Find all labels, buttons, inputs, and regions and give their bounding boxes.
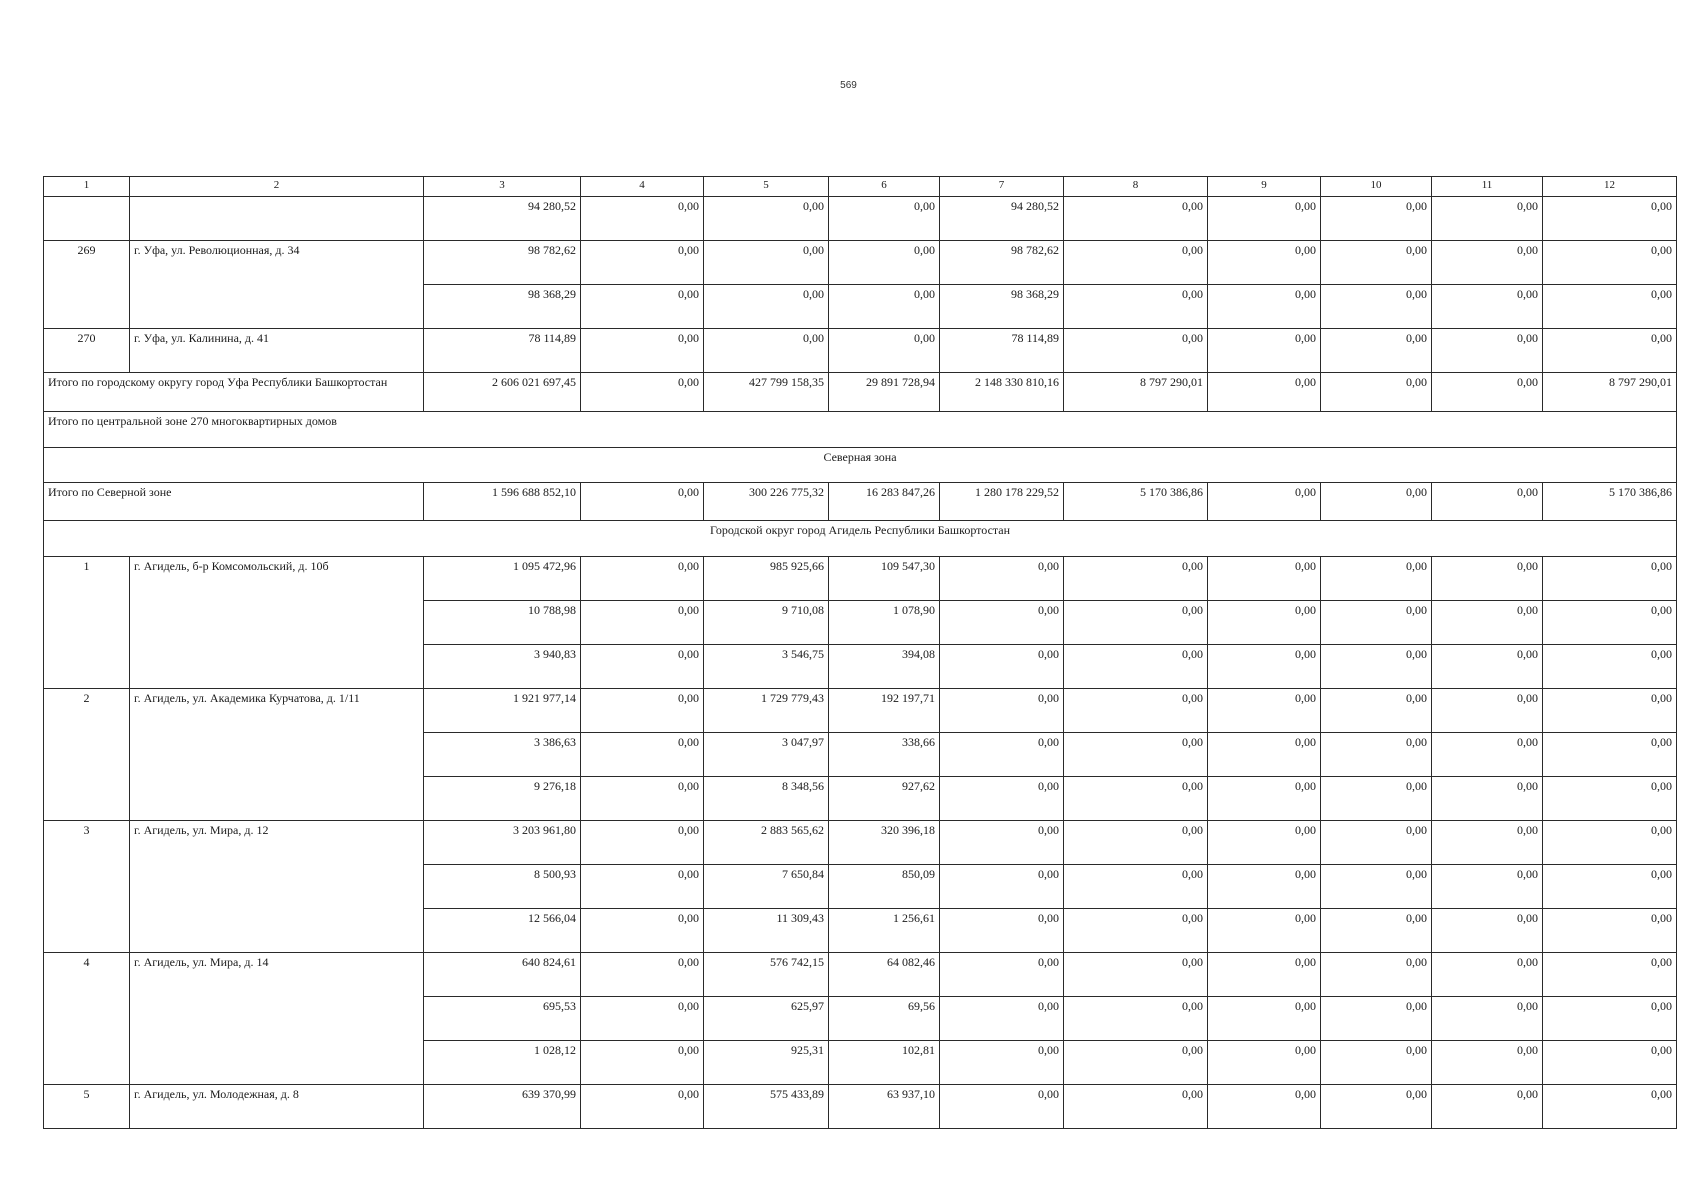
amount-cell: 0,00 bbox=[1432, 645, 1543, 689]
amount-cell: 0,00 bbox=[704, 329, 829, 373]
amount-cell: 0,00 bbox=[1432, 373, 1543, 412]
address: г. Агидель, ул. Мира, д. 14 bbox=[130, 953, 424, 1085]
amount-cell: 0,00 bbox=[940, 953, 1064, 997]
column-header: 2 bbox=[130, 177, 424, 197]
amount-cell: 0,00 bbox=[1432, 997, 1543, 1041]
amount-cell: 0,00 bbox=[1543, 865, 1677, 909]
amount-cell: 0,00 bbox=[581, 197, 704, 241]
column-header: 4 bbox=[581, 177, 704, 197]
city-title-row bbox=[44, 521, 1677, 557]
amount-cell: 109 547,30 bbox=[829, 557, 940, 601]
amount-cell: 925,31 bbox=[704, 1041, 829, 1085]
amount-cell: 0,00 bbox=[1208, 285, 1321, 329]
total-north-label: Итого по Северной зоне bbox=[44, 483, 424, 521]
north-zone-row bbox=[44, 448, 1677, 483]
amount-cell: 16 283 847,26 bbox=[829, 483, 940, 521]
amount-cell: 0,00 bbox=[581, 285, 704, 329]
row-number: 270 bbox=[44, 329, 130, 373]
amount-cell: 640 824,61 bbox=[424, 953, 581, 997]
amount-cell: 0,00 bbox=[1543, 689, 1677, 733]
total-ufa-label: Итого по городскому округу город Уфа Республики Башкортостан bbox=[44, 373, 424, 412]
amount-cell: 3 203 961,80 bbox=[424, 821, 581, 865]
row-number bbox=[44, 197, 130, 241]
amount-cell: 0,00 bbox=[1543, 1085, 1677, 1129]
amount-cell: 695,53 bbox=[424, 997, 581, 1041]
amount-cell: 0,00 bbox=[1208, 1041, 1321, 1085]
amount-cell: 0,00 bbox=[1543, 909, 1677, 953]
amount-cell: 0,00 bbox=[1064, 733, 1208, 777]
amount-cell: 1 095 472,96 bbox=[424, 557, 581, 601]
amount-cell: 0,00 bbox=[581, 953, 704, 997]
amount-cell: 0,00 bbox=[1432, 1085, 1543, 1129]
row-number: 5 bbox=[44, 1085, 130, 1129]
amount-cell: 639 370,99 bbox=[424, 1085, 581, 1129]
table-row bbox=[44, 197, 1677, 241]
amount-cell: 0,00 bbox=[829, 197, 940, 241]
amount-cell: 985 925,66 bbox=[704, 557, 829, 601]
amount-cell: 0,00 bbox=[1208, 197, 1321, 241]
address: г. Уфа, ул. Калинина, д. 41 bbox=[130, 329, 424, 373]
amount-cell: 0,00 bbox=[940, 1041, 1064, 1085]
amount-cell: 0,00 bbox=[940, 733, 1064, 777]
table-row bbox=[44, 953, 1677, 997]
amount-cell: 427 799 158,35 bbox=[704, 373, 829, 412]
table-row bbox=[44, 329, 1677, 373]
amount-cell: 0,00 bbox=[1543, 241, 1677, 285]
amount-cell: 0,00 bbox=[581, 733, 704, 777]
amount-cell: 7 650,84 bbox=[704, 865, 829, 909]
amount-cell: 0,00 bbox=[829, 241, 940, 285]
amount-cell: 0,00 bbox=[940, 601, 1064, 645]
table-row bbox=[44, 821, 1677, 865]
amount-cell: 29 891 728,94 bbox=[829, 373, 940, 412]
amount-cell: 0,00 bbox=[1208, 865, 1321, 909]
amount-cell: 0,00 bbox=[1208, 241, 1321, 285]
amount-cell: 0,00 bbox=[1543, 285, 1677, 329]
amount-cell: 0,00 bbox=[581, 865, 704, 909]
amount-cell: 0,00 bbox=[940, 557, 1064, 601]
amount-cell: 0,00 bbox=[581, 1085, 704, 1129]
amount-cell: 0,00 bbox=[1321, 1041, 1432, 1085]
amount-cell: 0,00 bbox=[1543, 557, 1677, 601]
column-header: 10 bbox=[1321, 177, 1432, 197]
table-row bbox=[44, 689, 1677, 733]
amount-cell: 0,00 bbox=[1432, 777, 1543, 821]
amount-cell: 94 280,52 bbox=[424, 197, 581, 241]
amount-cell: 0,00 bbox=[1208, 483, 1321, 521]
amount-cell: 3 546,75 bbox=[704, 645, 829, 689]
amount-cell: 0,00 bbox=[581, 557, 704, 601]
amount-cell: 0,00 bbox=[1208, 909, 1321, 953]
amount-cell: 0,00 bbox=[1064, 1041, 1208, 1085]
amount-cell: 9 710,08 bbox=[704, 601, 829, 645]
amount-cell: 1 078,90 bbox=[829, 601, 940, 645]
amount-cell: 98 368,29 bbox=[940, 285, 1064, 329]
amount-cell: 0,00 bbox=[1208, 601, 1321, 645]
amount-cell: 850,09 bbox=[829, 865, 940, 909]
amount-cell: 625,97 bbox=[704, 997, 829, 1041]
amount-cell: 8 348,56 bbox=[704, 777, 829, 821]
amount-cell: 0,00 bbox=[1543, 645, 1677, 689]
amount-cell: 0,00 bbox=[581, 329, 704, 373]
amount-cell: 64 082,46 bbox=[829, 953, 940, 997]
amount-cell: 0,00 bbox=[940, 777, 1064, 821]
amount-cell: 0,00 bbox=[1321, 285, 1432, 329]
row-number: 2 bbox=[44, 689, 130, 821]
amount-cell: 1 596 688 852,10 bbox=[424, 483, 581, 521]
row-number: 1 bbox=[44, 557, 130, 689]
amount-cell: 1 028,12 bbox=[424, 1041, 581, 1085]
amount-cell: 0,00 bbox=[1321, 373, 1432, 412]
amount-cell: 0,00 bbox=[1064, 821, 1208, 865]
row-number: 269 bbox=[44, 241, 130, 329]
amount-cell: 1 729 779,43 bbox=[704, 689, 829, 733]
amount-cell: 3 047,97 bbox=[704, 733, 829, 777]
amount-cell: 0,00 bbox=[940, 645, 1064, 689]
column-header: 7 bbox=[940, 177, 1064, 197]
column-header: 5 bbox=[704, 177, 829, 197]
amount-cell: 1 921 977,14 bbox=[424, 689, 581, 733]
row-number: 3 bbox=[44, 821, 130, 953]
amount-cell: 11 309,43 bbox=[704, 909, 829, 953]
amount-cell: 0,00 bbox=[1064, 953, 1208, 997]
amount-cell: 8 797 290,01 bbox=[1064, 373, 1208, 412]
amount-cell: 0,00 bbox=[581, 601, 704, 645]
amount-cell: 0,00 bbox=[829, 285, 940, 329]
table-row bbox=[44, 1085, 1677, 1129]
amount-cell: 0,00 bbox=[1543, 329, 1677, 373]
north-zone-title: Северная зона bbox=[44, 448, 1677, 483]
amount-cell: 0,00 bbox=[1208, 329, 1321, 373]
amount-cell: 5 170 386,86 bbox=[1064, 483, 1208, 521]
amount-cell: 0,00 bbox=[1543, 197, 1677, 241]
amount-cell: 0,00 bbox=[940, 821, 1064, 865]
address: г. Уфа, ул. Революционная, д. 34 bbox=[130, 241, 424, 329]
header-row bbox=[44, 177, 1677, 197]
amount-cell: 0,00 bbox=[1543, 777, 1677, 821]
amount-cell: 0,00 bbox=[1064, 997, 1208, 1041]
amount-cell: 0,00 bbox=[1321, 909, 1432, 953]
amount-cell: 0,00 bbox=[581, 483, 704, 521]
amount-cell: 575 433,89 bbox=[704, 1085, 829, 1129]
amount-cell: 0,00 bbox=[1208, 997, 1321, 1041]
amount-cell: 0,00 bbox=[1321, 777, 1432, 821]
amount-cell: 78 114,89 bbox=[424, 329, 581, 373]
amount-cell: 0,00 bbox=[1208, 645, 1321, 689]
amount-cell: 0,00 bbox=[1064, 645, 1208, 689]
amount-cell: 98 368,29 bbox=[424, 285, 581, 329]
amount-cell: 0,00 bbox=[1208, 777, 1321, 821]
amount-cell: 0,00 bbox=[1432, 197, 1543, 241]
amount-cell: 0,00 bbox=[1321, 865, 1432, 909]
amount-cell: 12 566,04 bbox=[424, 909, 581, 953]
amount-cell: 1 280 178 229,52 bbox=[940, 483, 1064, 521]
amount-cell: 3 386,63 bbox=[424, 733, 581, 777]
amount-cell: 0,00 bbox=[1321, 483, 1432, 521]
amount-cell: 320 396,18 bbox=[829, 821, 940, 865]
amount-cell: 0,00 bbox=[1432, 557, 1543, 601]
amount-cell: 0,00 bbox=[940, 997, 1064, 1041]
amount-cell: 5 170 386,86 bbox=[1543, 483, 1677, 521]
amount-cell: 0,00 bbox=[1321, 733, 1432, 777]
amount-cell: 0,00 bbox=[704, 241, 829, 285]
amount-cell: 0,00 bbox=[581, 821, 704, 865]
central-zone-note: Итого по центральной зоне 270 многоквартирных домов bbox=[44, 412, 1677, 448]
amount-cell: 0,00 bbox=[1432, 483, 1543, 521]
amount-cell: 0,00 bbox=[581, 909, 704, 953]
amount-cell: 0,00 bbox=[1321, 689, 1432, 733]
row-number: 4 bbox=[44, 953, 130, 1085]
budget-table bbox=[43, 176, 1677, 1129]
amount-cell: 0,00 bbox=[1208, 373, 1321, 412]
amount-cell: 0,00 bbox=[704, 285, 829, 329]
amount-cell: 0,00 bbox=[1432, 285, 1543, 329]
total-north-row bbox=[44, 483, 1677, 521]
amount-cell: 0,00 bbox=[1321, 1085, 1432, 1129]
address: г. Агидель, ул. Мира, д. 12 bbox=[130, 821, 424, 953]
amount-cell: 0,00 bbox=[581, 645, 704, 689]
amount-cell: 0,00 bbox=[1321, 557, 1432, 601]
amount-cell: 0,00 bbox=[1064, 197, 1208, 241]
amount-cell: 0,00 bbox=[704, 197, 829, 241]
amount-cell: 0,00 bbox=[581, 689, 704, 733]
column-header: 12 bbox=[1543, 177, 1677, 197]
amount-cell: 0,00 bbox=[1543, 821, 1677, 865]
amount-cell: 0,00 bbox=[581, 997, 704, 1041]
amount-cell: 0,00 bbox=[1321, 821, 1432, 865]
table-row bbox=[44, 241, 1677, 285]
amount-cell: 0,00 bbox=[1321, 197, 1432, 241]
amount-cell: 10 788,98 bbox=[424, 601, 581, 645]
amount-cell: 0,00 bbox=[1208, 733, 1321, 777]
amount-cell: 9 276,18 bbox=[424, 777, 581, 821]
amount-cell: 0,00 bbox=[1208, 557, 1321, 601]
amount-cell: 0,00 bbox=[581, 1041, 704, 1085]
total-ufa-row bbox=[44, 373, 1677, 412]
central-zone-row bbox=[44, 412, 1677, 448]
amount-cell: 394,08 bbox=[829, 645, 940, 689]
amount-cell: 0,00 bbox=[1064, 601, 1208, 645]
table-row bbox=[44, 557, 1677, 601]
amount-cell: 0,00 bbox=[1321, 953, 1432, 997]
address: г. Агидель, б-р Комсомольский, д. 10б bbox=[130, 557, 424, 689]
amount-cell: 0,00 bbox=[1321, 329, 1432, 373]
amount-cell: 8 797 290,01 bbox=[1543, 373, 1677, 412]
amount-cell: 0,00 bbox=[1064, 329, 1208, 373]
amount-cell: 0,00 bbox=[1432, 733, 1543, 777]
amount-cell: 0,00 bbox=[940, 909, 1064, 953]
amount-cell: 0,00 bbox=[829, 329, 940, 373]
amount-cell: 0,00 bbox=[1432, 601, 1543, 645]
amount-cell: 0,00 bbox=[1432, 689, 1543, 733]
amount-cell: 0,00 bbox=[1543, 733, 1677, 777]
amount-cell: 0,00 bbox=[1064, 1085, 1208, 1129]
amount-cell: 0,00 bbox=[1208, 953, 1321, 997]
amount-cell: 8 500,93 bbox=[424, 865, 581, 909]
amount-cell: 338,66 bbox=[829, 733, 940, 777]
amount-cell: 0,00 bbox=[1321, 645, 1432, 689]
amount-cell: 0,00 bbox=[940, 865, 1064, 909]
amount-cell: 0,00 bbox=[1432, 1041, 1543, 1085]
amount-cell: 0,00 bbox=[581, 777, 704, 821]
amount-cell: 0,00 bbox=[1064, 865, 1208, 909]
amount-cell: 0,00 bbox=[1064, 557, 1208, 601]
amount-cell: 0,00 bbox=[1432, 821, 1543, 865]
amount-cell: 0,00 bbox=[1321, 241, 1432, 285]
amount-cell: 0,00 bbox=[1064, 909, 1208, 953]
amount-cell: 0,00 bbox=[1432, 329, 1543, 373]
city-title: Городской округ город Агидель Республики Башкортостан bbox=[44, 521, 1677, 557]
amount-cell: 63 937,10 bbox=[829, 1085, 940, 1129]
amount-cell: 2 606 021 697,45 bbox=[424, 373, 581, 412]
column-header: 3 bbox=[424, 177, 581, 197]
amount-cell: 0,00 bbox=[1432, 865, 1543, 909]
column-header: 8 bbox=[1064, 177, 1208, 197]
column-header: 9 bbox=[1208, 177, 1321, 197]
table-body bbox=[44, 177, 1677, 1129]
amount-cell: 0,00 bbox=[1064, 689, 1208, 733]
amount-cell: 192 197,71 bbox=[829, 689, 940, 733]
address: г. Агидель, ул. Академика Курчатова, д. 1/11 bbox=[130, 689, 424, 821]
amount-cell: 0,00 bbox=[1208, 821, 1321, 865]
amount-cell: 2 148 330 810,16 bbox=[940, 373, 1064, 412]
amount-cell: 1 256,61 bbox=[829, 909, 940, 953]
amount-cell: 0,00 bbox=[1543, 953, 1677, 997]
amount-cell: 0,00 bbox=[1432, 241, 1543, 285]
amount-cell: 78 114,89 bbox=[940, 329, 1064, 373]
amount-cell: 0,00 bbox=[1064, 241, 1208, 285]
amount-cell: 0,00 bbox=[1208, 689, 1321, 733]
column-header: 11 bbox=[1432, 177, 1543, 197]
amount-cell: 0,00 bbox=[1321, 997, 1432, 1041]
amount-cell: 0,00 bbox=[940, 1085, 1064, 1129]
amount-cell: 69,56 bbox=[829, 997, 940, 1041]
amount-cell: 0,00 bbox=[1208, 1085, 1321, 1129]
amount-cell: 0,00 bbox=[1064, 777, 1208, 821]
page-number: 569 bbox=[840, 80, 857, 91]
amount-cell: 0,00 bbox=[1432, 909, 1543, 953]
amount-cell: 0,00 bbox=[1543, 601, 1677, 645]
address: г. Агидель, ул. Молодежная, д. 8 bbox=[130, 1085, 424, 1129]
amount-cell: 300 226 775,32 bbox=[704, 483, 829, 521]
amount-cell: 98 782,62 bbox=[940, 241, 1064, 285]
amount-cell: 576 742,15 bbox=[704, 953, 829, 997]
amount-cell: 98 782,62 bbox=[424, 241, 581, 285]
column-header: 6 bbox=[829, 177, 940, 197]
amount-cell: 927,62 bbox=[829, 777, 940, 821]
address bbox=[130, 197, 424, 241]
amount-cell: 3 940,83 bbox=[424, 645, 581, 689]
amount-cell: 0,00 bbox=[1543, 1041, 1677, 1085]
amount-cell: 0,00 bbox=[1543, 997, 1677, 1041]
amount-cell: 102,81 bbox=[829, 1041, 940, 1085]
amount-cell: 0,00 bbox=[581, 241, 704, 285]
amount-cell: 94 280,52 bbox=[940, 197, 1064, 241]
column-header: 1 bbox=[44, 177, 130, 197]
amount-cell: 0,00 bbox=[581, 373, 704, 412]
amount-cell: 0,00 bbox=[940, 689, 1064, 733]
amount-cell: 0,00 bbox=[1432, 953, 1543, 997]
amount-cell: 0,00 bbox=[1064, 285, 1208, 329]
amount-cell: 0,00 bbox=[1321, 601, 1432, 645]
amount-cell: 2 883 565,62 bbox=[704, 821, 829, 865]
